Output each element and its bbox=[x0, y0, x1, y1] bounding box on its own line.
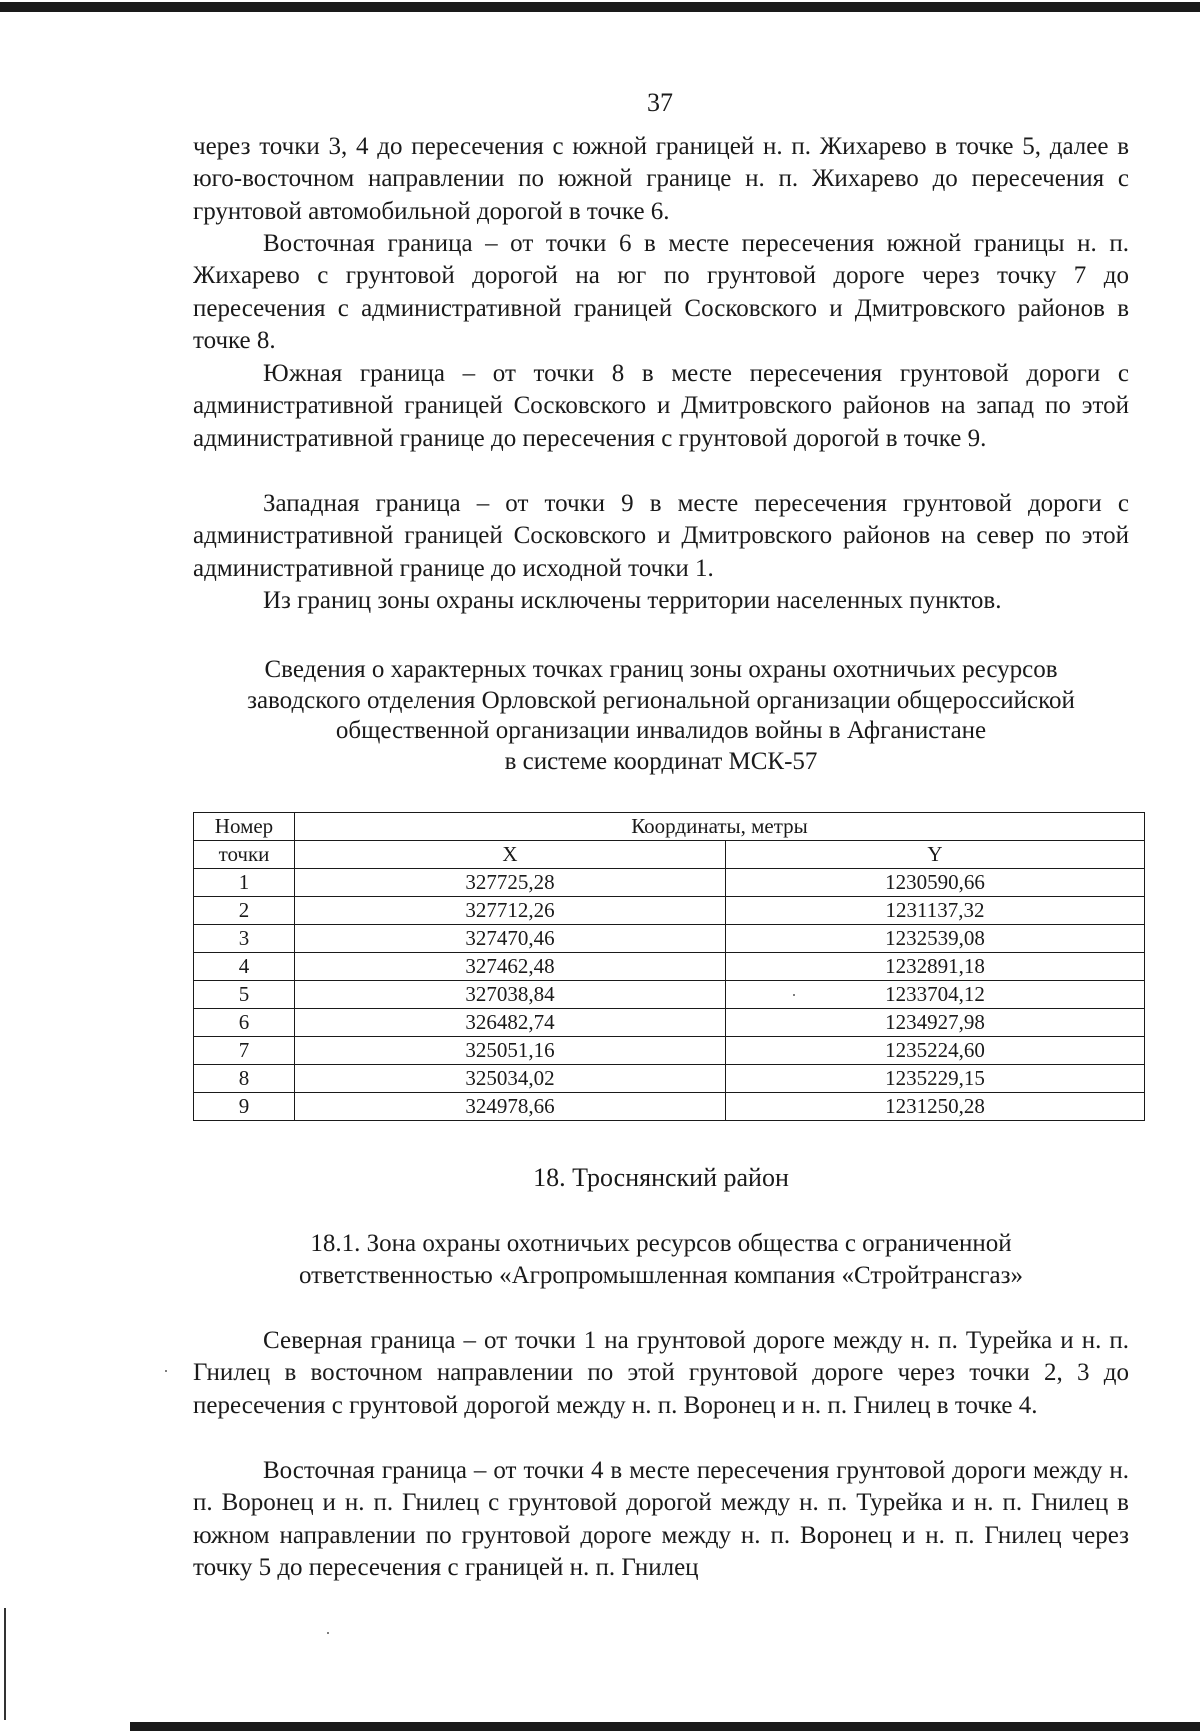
paragraph-south-border: Южная граница – от точки 8 в месте пересечения грунтовой дороги с административной границей Сосковского и Дмитровского районов на запад по этой административной границе до пересечения с грунтовой дорогой в точке 9. bbox=[193, 360, 1129, 452]
table-caption-line: Сведения о характерных точках границ зоны охраны охотничьих ресурсов bbox=[264, 656, 1058, 683]
header-y: Y bbox=[726, 841, 1145, 869]
point-number: 6 bbox=[194, 1009, 295, 1037]
table-row bbox=[194, 1009, 1145, 1037]
x-value: 326482,74 bbox=[295, 1009, 726, 1037]
section-heading-text: 18. Троснянский район bbox=[533, 1163, 789, 1192]
y-value: 1230590,66 bbox=[726, 869, 1145, 897]
subsection-heading-line: ответственностью «Агропромышленная компания «Стройтрансгаз» bbox=[298, 1262, 1024, 1289]
scan-speck bbox=[327, 1632, 329, 1634]
section-heading bbox=[193, 1163, 1129, 1194]
y-value: 1235224,60 bbox=[726, 1037, 1145, 1065]
subsection-heading-line: 18.1. Зона охраны охотничьих ресурсов общества с ограниченной bbox=[310, 1230, 1012, 1257]
scan-margin-mark bbox=[4, 1608, 6, 1720]
scan-speck bbox=[165, 1370, 167, 1372]
paragraph-east-border-2: Восточная граница – от точки 4 в месте пересечения грунтовой дороги между н. п. Воронец и н. п. Гнилец с грунтовой дорогой между н. п. Турейка и н. п. Гнилец в южном направлении по грунтовой дороге между н. п. Воронец и н. п. Гнилец через точку 5 до пересечения с границей н. п. Гнилец bbox=[193, 1457, 1129, 1581]
x-value: 327038,84 bbox=[295, 981, 726, 1009]
table-row bbox=[194, 869, 1145, 897]
point-number: 8 bbox=[194, 1065, 295, 1093]
point-number: 9 bbox=[194, 1093, 295, 1121]
table-caption-line: общественной организации инвалидов войны в Афганистане bbox=[335, 717, 987, 744]
y-value: 1234927,98 bbox=[726, 1009, 1145, 1037]
table-row bbox=[194, 1093, 1145, 1121]
table-caption bbox=[193, 655, 1129, 777]
y-value: 1232539,08 bbox=[726, 925, 1145, 953]
x-value: 325034,02 bbox=[295, 1065, 726, 1093]
table-row bbox=[194, 925, 1145, 953]
scan-bottom-border bbox=[130, 1722, 1200, 1731]
point-number: 7 bbox=[194, 1037, 295, 1065]
x-value: 327470,46 bbox=[295, 925, 726, 953]
x-value: 327462,48 bbox=[295, 953, 726, 981]
paragraph-east-border: Восточная граница – от точки 6 в месте пересечения южной границы н. п. Жихарево с грунтовой дорогой на юг по грунтовой дороге через точку 7 до пересечения с административной границей Сосковского и Дмитровского районов в точке 8. bbox=[193, 230, 1129, 354]
point-number: 3 bbox=[194, 925, 295, 953]
y-value: 1233704,12 bbox=[726, 981, 1145, 1009]
point-number: 5 bbox=[194, 981, 295, 1009]
page-number: 37 bbox=[647, 88, 673, 117]
paragraph-continuation: через точки 3, 4 до пересечения с южной границей н. п. Жихарево в точке 5, далее в юго-восточном направлении по южной границе н. п. Жихарево до пересечения с грунтовой автомобильной дорогой в точке 6. bbox=[193, 133, 1129, 225]
table-row bbox=[194, 897, 1145, 925]
x-value: 327725,28 bbox=[295, 869, 726, 897]
scan-top-border bbox=[0, 2, 1200, 12]
y-value: 1231137,32 bbox=[726, 897, 1145, 925]
header-number-sub: точки bbox=[194, 841, 295, 869]
y-value: 1232891,18 bbox=[726, 953, 1145, 981]
paragraph-west-border: Западная граница – от точки 9 в месте пересечения грунтовой дороги с административной границей Сосковского и Дмитровского районов на север по этой административной границе до исходной точки 1. bbox=[193, 490, 1129, 582]
table-caption-line: в системе координат МСК-57 bbox=[504, 747, 818, 775]
paragraph-north-border: Северная граница – от точки 1 на грунтовой дороге между н. п. Турейка и н. п. Гнилец в восточном направлении по этой грунтовой дороге через точки 2, 3 до пересечения с грунтовой дорогой между н. п. Воронец и н. п. Гнилец в точке 4. bbox=[193, 1327, 1129, 1419]
header-number: Номер bbox=[194, 813, 295, 841]
point-number: 2 bbox=[194, 897, 295, 925]
point-number: 4 bbox=[194, 953, 295, 981]
coordinates-table bbox=[193, 812, 1145, 1121]
table-row bbox=[194, 953, 1145, 981]
y-value: 1235229,15 bbox=[726, 1065, 1145, 1093]
x-value: 325051,16 bbox=[295, 1037, 726, 1065]
table-caption-line: заводского отделения Орловской региональной организации общероссийской bbox=[247, 686, 1075, 714]
header-x: X bbox=[295, 841, 726, 869]
x-value: 324978,66 bbox=[295, 1093, 726, 1121]
table-row bbox=[194, 1065, 1145, 1093]
point-number: 1 bbox=[194, 869, 295, 897]
subsection-heading bbox=[193, 1228, 1129, 1292]
paragraph-exclusion: Из границ зоны охраны исключены территории населенных пунктов. bbox=[263, 587, 1002, 614]
table-row bbox=[194, 1037, 1145, 1065]
table-row bbox=[194, 981, 1145, 1009]
x-value: 327712,26 bbox=[295, 897, 726, 925]
header-coordinates: Координаты, метры bbox=[295, 813, 1145, 841]
y-value: 1231250,28 bbox=[726, 1093, 1145, 1121]
